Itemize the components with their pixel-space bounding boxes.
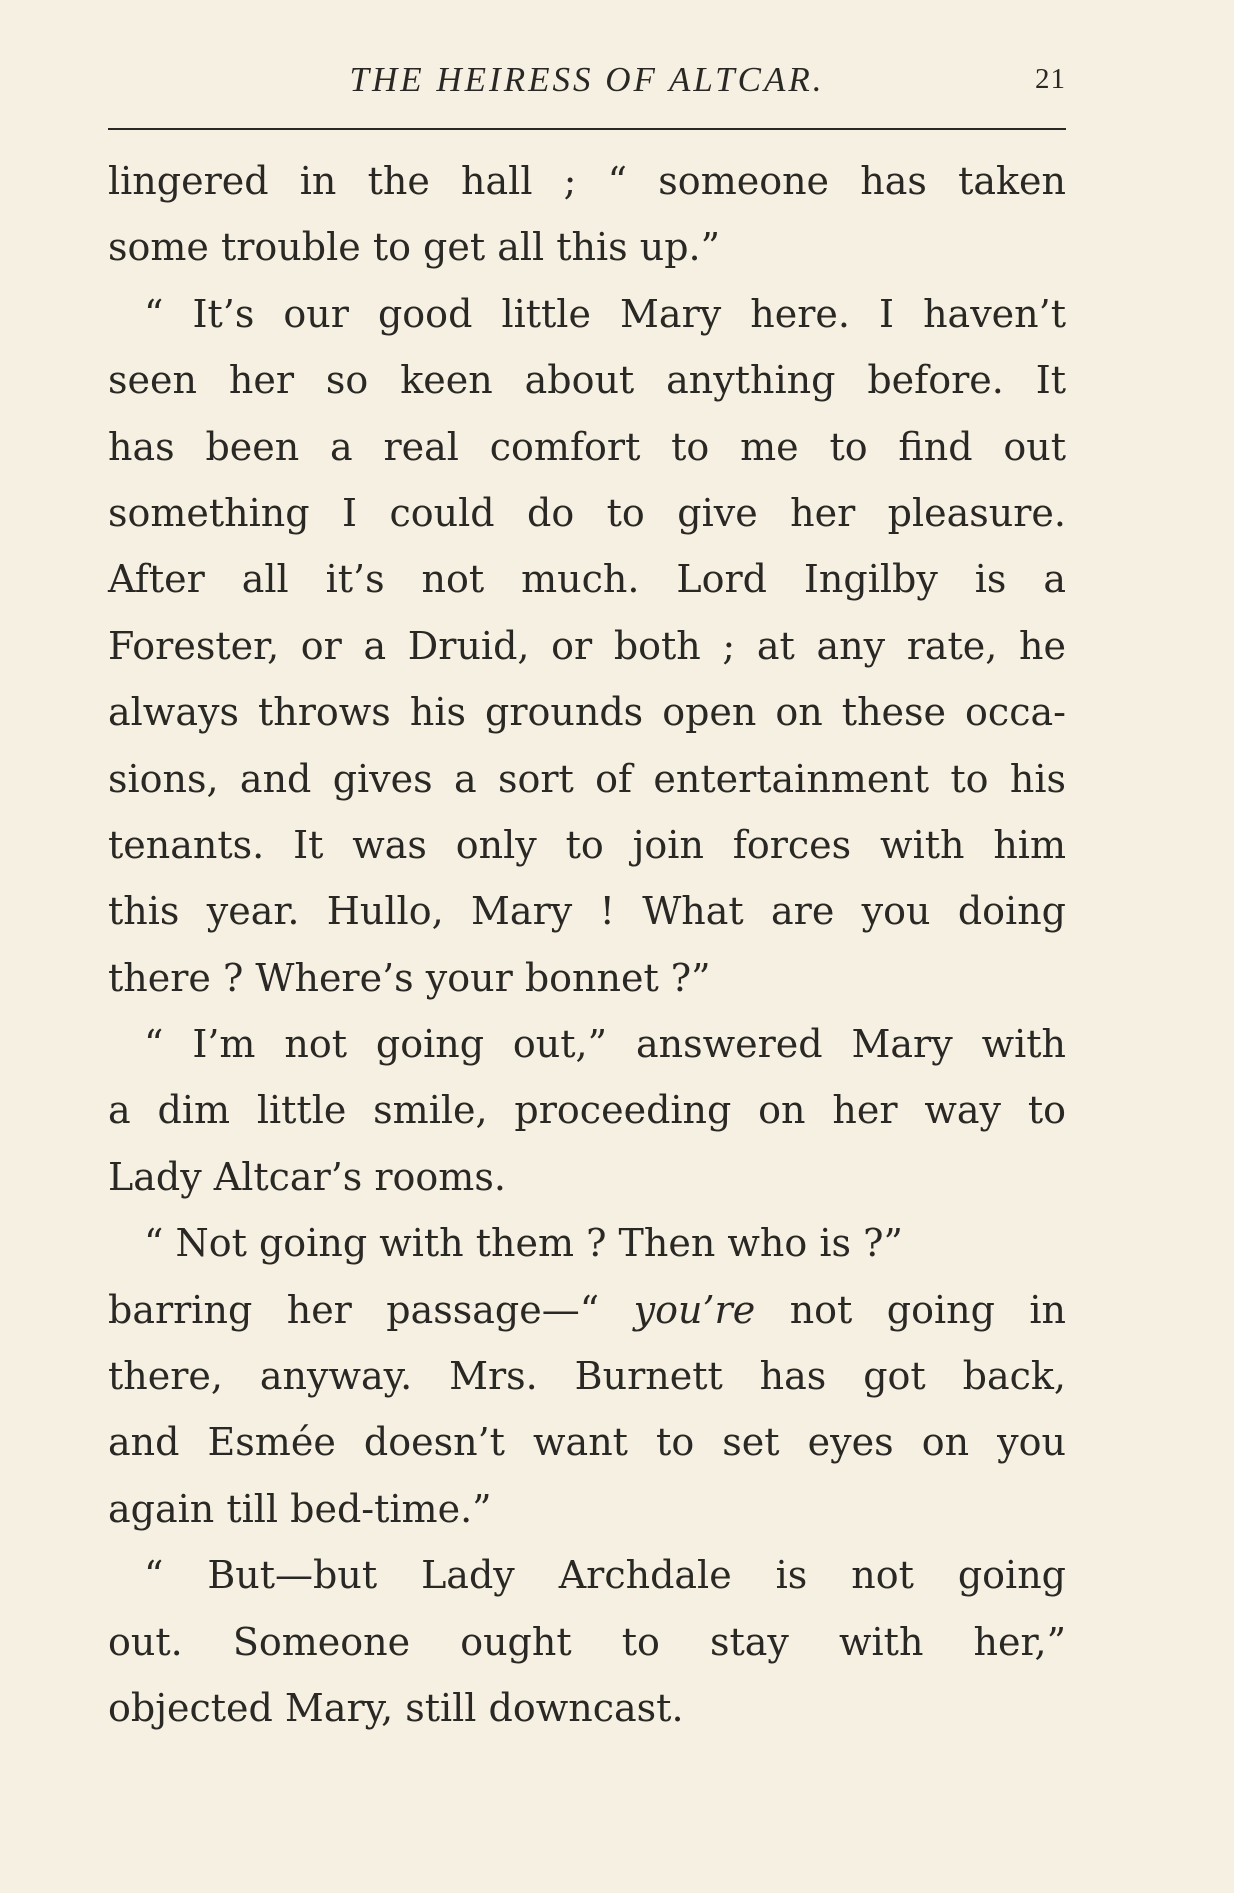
body-text [108, 148, 1066, 1741]
text-line: “ Not going with them ? Then who is ?” [144, 1221, 903, 1266]
text-line: objected Mary, still downcast. [108, 1685, 684, 1730]
text-line: some trouble to get all this up.” [108, 225, 721, 270]
text-line: lingered in the hall ; “ someone has taken [108, 159, 1066, 203]
text-line: always throws his grounds open on these occa- [108, 690, 1066, 735]
header-rule [108, 128, 1066, 130]
text-line: has been a real comfort to me to find out [108, 424, 1066, 469]
text-line: out. Someone ought to stay with her,” [108, 1619, 1066, 1664]
text-line: “ I’m not going out,” answered Mary with [144, 1022, 1066, 1067]
page-number: 21 [1035, 63, 1066, 95]
text-fragment: not going in [789, 1287, 1066, 1332]
text-line: seen her so keen about anything before. It [108, 358, 1066, 403]
text-line: tenants. It was only to join forces with him [108, 822, 1066, 867]
text-line: “ It’s our good little Mary here. I haven’t [144, 291, 1066, 336]
text-line: something I could do to give her pleasure. [108, 490, 1066, 535]
text-line: there ? Where’s your bonnet ?” [108, 955, 711, 1000]
running-head [108, 60, 1066, 110]
text-line: After all it’s not much. Lord Ingilby is a [108, 557, 1066, 602]
text-line: again till bed-time.” [108, 1486, 492, 1531]
text-line: a dim little smile, proceeding on her way to [108, 1088, 1066, 1133]
text-line: and Esmée doesn’t want to set eyes on you [108, 1420, 1066, 1465]
text-line: Lady Altcar’s rooms. [108, 1154, 506, 1199]
text-line: “ But—but Lady Archdale is not going [144, 1553, 1066, 1598]
text-fragment: barring her passage—“ [108, 1287, 600, 1332]
text-line: sions, and gives a sort of entertainment to his [108, 756, 1066, 801]
running-title: THE HEIRESS OF ALTCAR. [349, 60, 825, 99]
text-line: Forester, or a Druid, or both ; at any rate, he [108, 623, 1066, 668]
emphasized-word: you’re [633, 1287, 756, 1332]
text-line [108, 1277, 1066, 1343]
text-line: there, anyway. Mrs. Burnett has got back, [108, 1354, 1066, 1399]
text-line: this year. Hullo, Mary ! What are you doing [108, 889, 1066, 934]
